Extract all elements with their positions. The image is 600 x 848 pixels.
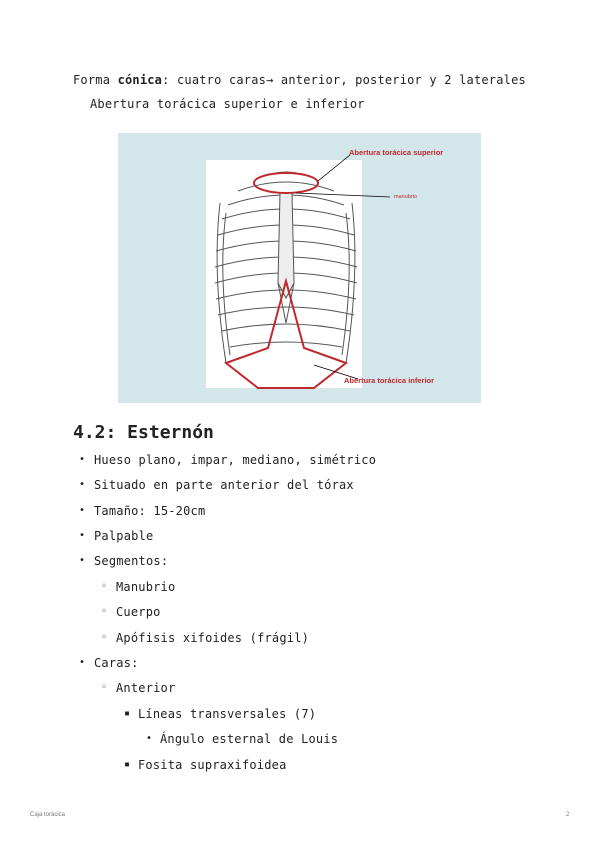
label-abertura-inferior: Abertura torácica inferior	[344, 376, 435, 385]
bullet-dot: •	[79, 479, 86, 490]
list-item-text: Cuerpo	[116, 605, 161, 619]
list-item-text: Situado en parte anterior del tórax	[94, 478, 354, 492]
list-item-text: Anterior	[116, 681, 176, 695]
list-item-text: Apófisis xifoides (frágil)	[116, 631, 310, 645]
intro-suffix: : cuatro caras→ anterior, posterior y 2 laterales	[162, 73, 526, 87]
bullet-dot: •	[79, 530, 86, 541]
list-item-text: Segmentos:	[94, 554, 169, 568]
list-item-text: Caras:	[94, 656, 139, 670]
bullet-circle: ◦	[101, 682, 108, 693]
bullet-dot: •	[146, 733, 153, 744]
bullet-square: ▪	[124, 759, 131, 770]
intro-bold-word: cónica	[117, 73, 163, 87]
intro-line-1	[73, 73, 526, 87]
label-abertura-superior: Abertura torácica superior	[349, 148, 444, 157]
bullet-square: ▪	[124, 708, 131, 719]
list-item-text: Hueso plano, impar, mediano, simétrico	[94, 453, 377, 467]
bullet-dot: •	[79, 657, 86, 668]
section-title: 4.2: Esternón	[73, 422, 214, 443]
page-number: 2	[566, 812, 570, 818]
list-item-text: Tamaño: 15-20cm	[94, 504, 206, 518]
list-item-text: Fosita supraxifoidea	[138, 758, 287, 772]
bullet-dot: •	[79, 454, 86, 465]
list-item-text: Palpable	[94, 529, 154, 543]
bullet-circle: ◦	[101, 581, 108, 592]
rib-cage-illustration	[118, 133, 481, 403]
bullet-circle: ◦	[101, 606, 108, 617]
intro-line-2: Abertura torácica superior e inferior	[90, 97, 365, 111]
thorax-figure	[118, 133, 481, 403]
label-manubrio: manubrio	[394, 194, 417, 200]
bullet-dot: •	[79, 505, 86, 516]
bullet-dot: •	[79, 555, 86, 566]
list-item-text: Manubrio	[116, 580, 176, 594]
list-item-text: Ángulo esternal de Louis	[160, 732, 339, 746]
list-item-text: Líneas transversales (7)	[138, 707, 317, 721]
footer-title: Caja torácica	[30, 812, 66, 818]
intro-prefix: Forma	[73, 73, 118, 87]
bullet-circle: ◦	[101, 632, 108, 643]
